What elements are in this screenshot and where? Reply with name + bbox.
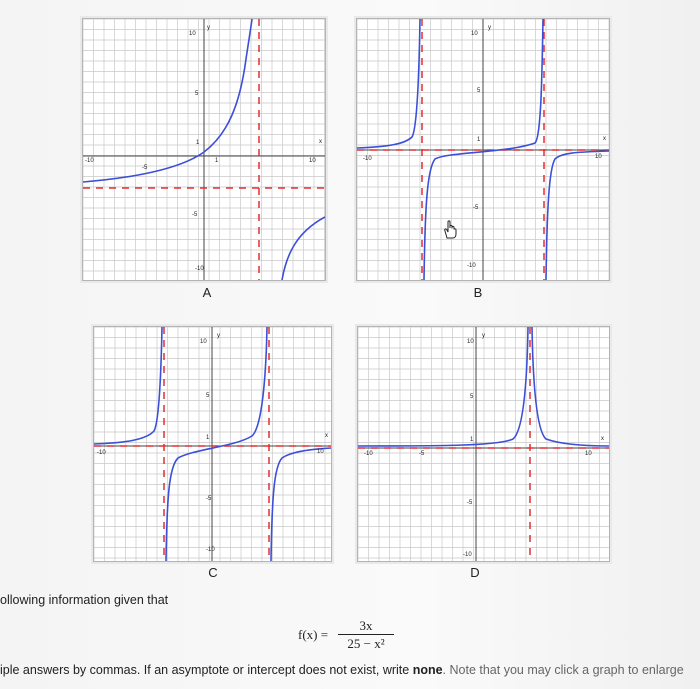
instruction-bold-word: none [412, 663, 443, 677]
graph-b-ybot-label: -10 [467, 263, 476, 269]
graph-b-y5-label: 5 [477, 88, 481, 94]
graph-c-label: C [208, 565, 218, 580]
graph-a-y5-label: 5 [195, 91, 199, 97]
graph-d-xleft-label: -10 [364, 451, 373, 457]
graph-a-left-branch [83, 19, 252, 182]
graph-c-ytop-label: 10 [200, 339, 207, 345]
graph-a-xleft-label: -10 [85, 158, 94, 164]
graph-a-ybot-label: -10 [195, 266, 204, 272]
graph-d-ytop-label: 10 [467, 339, 474, 345]
graph-d-xm5-label: -5 [419, 451, 425, 457]
graph-c-xright-label: 10 [317, 449, 324, 455]
question-prompt: ollowing information given that [0, 593, 169, 607]
graph-b-xright-label: 10 [595, 154, 602, 160]
graph-b-yaxis-name: y [488, 25, 491, 31]
graph-c-xaxis-name: x [325, 433, 328, 439]
graph-d-ybot-label: -10 [463, 552, 472, 558]
graph-c-y5-label: 5 [206, 393, 210, 399]
graph-a-one-label: 1 [196, 140, 200, 146]
graph-a-ytop-label: 10 [189, 31, 196, 37]
graph-d-xaxis-name: x [601, 436, 604, 442]
graph-b-one-label: 1 [477, 137, 481, 143]
graph-d-y5-label: 5 [470, 394, 474, 400]
graph-b-plot [357, 19, 609, 280]
graph-c-ybot-label: -10 [206, 547, 215, 553]
instruction-prefix: iple answers by commas. If an asymptote or intercept does not exist, write [0, 663, 413, 677]
graph-c-middle-branch [166, 327, 267, 561]
instruction-text [0, 663, 684, 677]
graph-d-right-branch [532, 327, 609, 446]
graph-c-xleft-label: -10 [97, 450, 106, 456]
graph-b-panel[interactable] [356, 18, 610, 281]
graph-a-plot [83, 19, 325, 280]
instruction-suffix: . Note that you may click a graph to enlarge [442, 663, 684, 677]
graph-b-xaxis-name: x [603, 136, 606, 142]
formula-denominator: 25 − x² [347, 636, 385, 651]
formula-fraction [338, 618, 394, 651]
graph-d-ym5-label: -5 [467, 500, 473, 506]
graph-b-label: B [473, 285, 483, 300]
graph-b-ym5-label: -5 [473, 205, 479, 211]
graph-c-plot [94, 327, 331, 561]
graph-d-plot [358, 327, 609, 561]
graph-a-xaxis-name: x [319, 139, 322, 145]
formula-numerator: 3x [359, 618, 373, 633]
graph-a-xm5-label: -5 [142, 165, 148, 171]
graph-a-x1-label: 1 [215, 158, 219, 164]
graph-a-label: A [202, 285, 212, 300]
graph-d-one-label: 1 [470, 437, 474, 443]
graph-b-ytop-label: 10 [471, 31, 478, 37]
graph-a-ym5-label: -5 [192, 212, 198, 218]
graph-b-xleft-label: -10 [363, 156, 372, 162]
graph-d-left-branch [358, 327, 528, 446]
hand-cursor-icon [439, 218, 461, 240]
graph-c-panel[interactable] [93, 326, 332, 562]
formula-lhs: f(x) = [298, 627, 329, 642]
graph-a-xright-label: 10 [309, 158, 316, 164]
graph-d-yaxis-name: y [482, 333, 485, 339]
graph-c-yaxis-name: y [217, 333, 220, 339]
graph-c-right-branch [271, 448, 331, 561]
graph-a-panel[interactable] [82, 18, 326, 281]
graph-d-xright-label: 10 [585, 451, 592, 457]
graph-a-yaxis-name: y [207, 25, 210, 31]
graph-c-ym5-label: -5 [206, 496, 212, 502]
graph-d-panel[interactable] [357, 326, 610, 562]
graph-d-label: D [470, 565, 480, 580]
graph-c-one-label: 1 [206, 435, 210, 441]
